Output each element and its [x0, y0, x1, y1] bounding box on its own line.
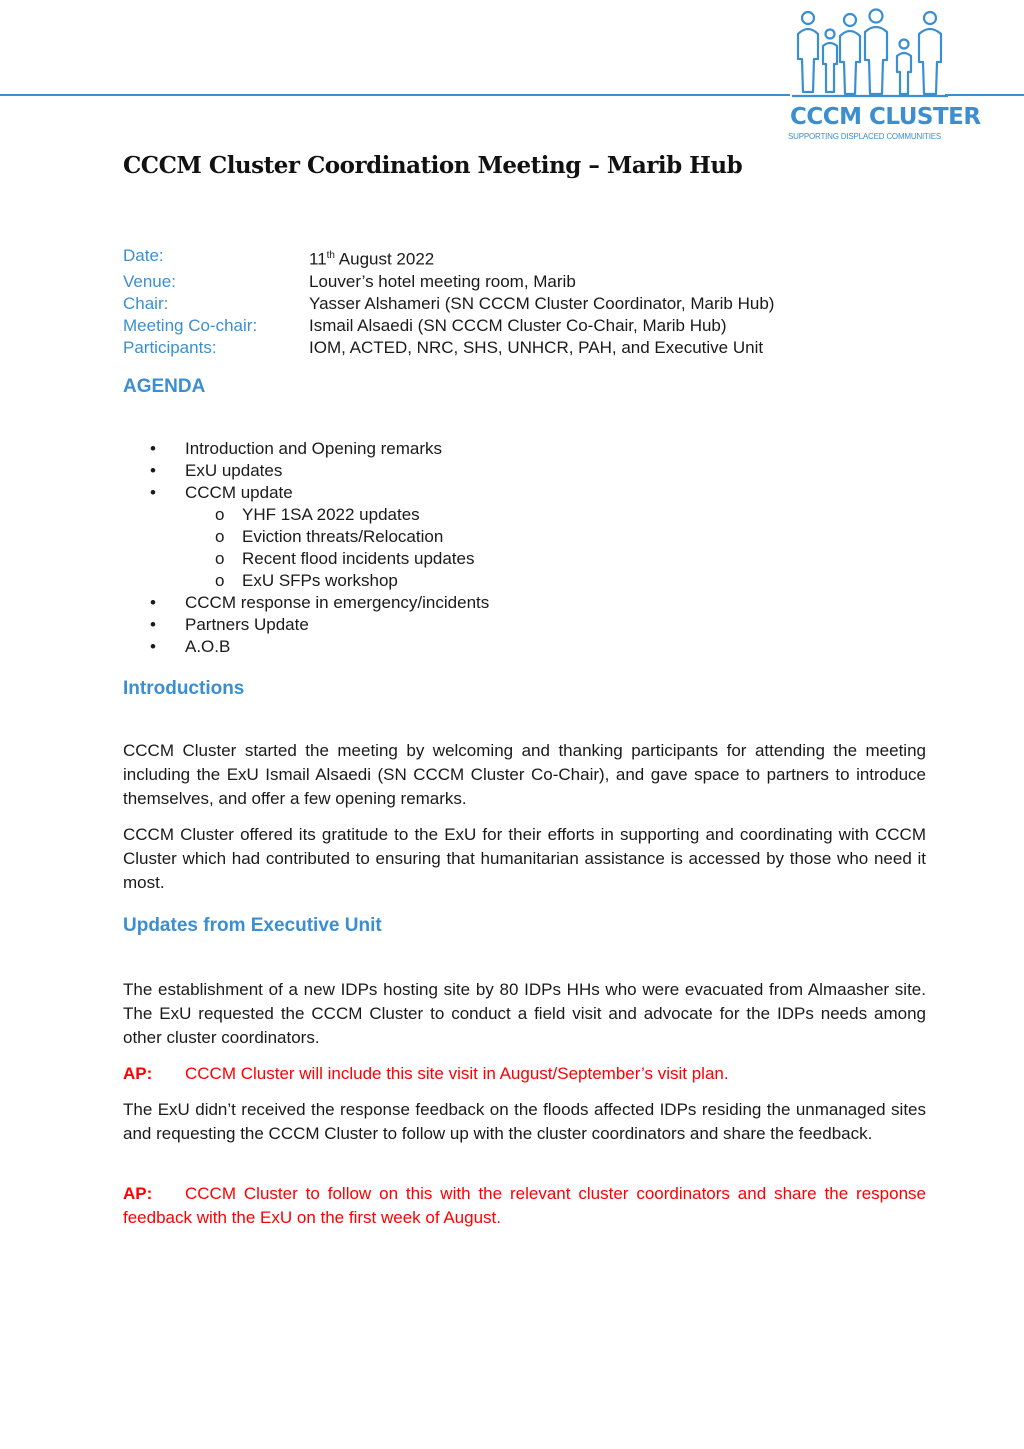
action-point-label: AP:	[123, 1184, 153, 1203]
sub-item-label: Eviction threats/Relocation	[242, 527, 444, 546]
list-item	[150, 438, 489, 460]
agenda-item-label: A.O.B	[185, 637, 231, 656]
people-silhouettes-icon	[780, 4, 970, 104]
agenda-heading: AGENDA	[123, 376, 206, 397]
cochair-label: Meeting Co-chair:	[123, 315, 258, 335]
participants-value: IOM, ACTED, NRC, SHS, UNHCR, PAH, and Executive Unit	[309, 337, 764, 357]
action-point-text: CCCM Cluster will include this site visit in August/September’s visit plan.	[185, 1064, 729, 1083]
sub-item-label: Recent flood incidents updates	[242, 549, 475, 568]
bullet: •	[150, 461, 156, 480]
cochair-value: Ismail Alsaedi (SN CCCM Cluster Co-Chair, Marib Hub)	[309, 315, 727, 335]
chair-label: Chair:	[123, 293, 169, 313]
date-suffix: th	[326, 250, 335, 261]
cccm-cluster-logo	[780, 4, 981, 144]
logo-tagline: SUPPORTING DISPLACED COMMUNITIES	[788, 132, 942, 141]
agenda-item-label: CCCM update	[185, 483, 293, 502]
action-point-label: AP:	[123, 1064, 153, 1083]
bullet: •	[150, 637, 156, 656]
agenda-list	[150, 438, 489, 658]
chair-row	[123, 293, 774, 315]
introductions-paragraph-2: CCCM Cluster offered its gratitude to the ExU for their efforts in supporting and coordinating with CCCM Cluster which had contributed to ensuring that humanitarian assistance is accessed by those who need it most.	[123, 825, 926, 892]
exu-updates-heading: Updates from Executive Unit	[123, 915, 382, 936]
exu-paragraph-2: The ExU didn’t received the response feedback on the floods affected IDPs residing the unmanaged sites and requesting the CCCM Cluster to follow up with the cluster coordinators and share the feedback.	[123, 1100, 926, 1143]
cochair-row	[123, 315, 774, 337]
bullet: •	[150, 439, 156, 458]
list-item	[150, 636, 489, 658]
sub-bullet: o	[215, 571, 225, 590]
agenda-item-label: Partners Update	[185, 615, 309, 634]
date-rest: August 2022	[335, 249, 435, 269]
sub-list-item	[150, 504, 489, 526]
date-value	[309, 245, 434, 271]
participants-label: Participants:	[123, 337, 217, 357]
list-item	[150, 482, 489, 504]
list-item	[150, 614, 489, 636]
agenda-item-label: Introduction and Opening remarks	[185, 439, 443, 458]
list-item	[150, 460, 489, 482]
chair-value: Yasser Alshameri (SN CCCM Cluster Coordinator, Marib Hub)	[309, 293, 775, 313]
bullet: •	[150, 593, 156, 612]
action-point-1	[123, 1062, 926, 1086]
introductions-paragraph-1: CCCM Cluster started the meeting by welcoming and thanking participants for attending the meeting including the ExU Ismail Alsaedi (SN CCCM Cluster Co-Chair), and gave space to partners to introduce themselves, and offer a few opening remarks.	[123, 741, 926, 808]
sub-item-label: YHF 1SA 2022 updates	[242, 505, 420, 524]
exu-paragraph-1: The establishment of a new IDPs hosting site by 80 IDPs HHs who were evacuated from Almaasher site. The ExU requested the CCCM Cluster to conduct a field visit and advocate for the IDPs needs among other cluster coordinators.	[123, 980, 926, 1047]
action-point-2	[123, 1182, 926, 1230]
participants-row	[123, 337, 774, 359]
sub-item-label: ExU SFPs workshop	[242, 571, 398, 590]
sub-bullet: o	[215, 527, 225, 546]
logo-name: CCCM CLUSTER	[790, 104, 981, 130]
sub-list-item	[150, 548, 489, 570]
date-day: 11	[309, 249, 327, 269]
venue-value: Louver’s hotel meeting room, Marib	[309, 271, 576, 291]
agenda-item-label: CCCM response in emergency/incidents	[185, 593, 490, 612]
bullet: •	[150, 483, 156, 502]
date-label: Date:	[123, 246, 164, 265]
venue-label: Venue:	[123, 271, 176, 291]
venue-row	[123, 271, 774, 293]
list-item	[150, 592, 489, 614]
sub-list-item	[150, 570, 489, 592]
sub-bullet: o	[215, 505, 225, 524]
bullet: •	[150, 615, 156, 634]
introductions-heading: Introductions	[123, 678, 245, 699]
meeting-details	[123, 245, 774, 359]
agenda-item-label: ExU updates	[185, 461, 283, 480]
header-rule	[0, 94, 790, 96]
sub-bullet: o	[215, 549, 225, 568]
document-title: CCCM Cluster Coordination Meeting – Marib Hub	[123, 152, 743, 179]
action-point-text: CCCM Cluster to follow on this with the relevant cluster coordinators and share the response feedback with the ExU on the first week of August.	[123, 1184, 926, 1227]
sub-list-item	[150, 526, 489, 548]
date-row	[123, 245, 774, 271]
